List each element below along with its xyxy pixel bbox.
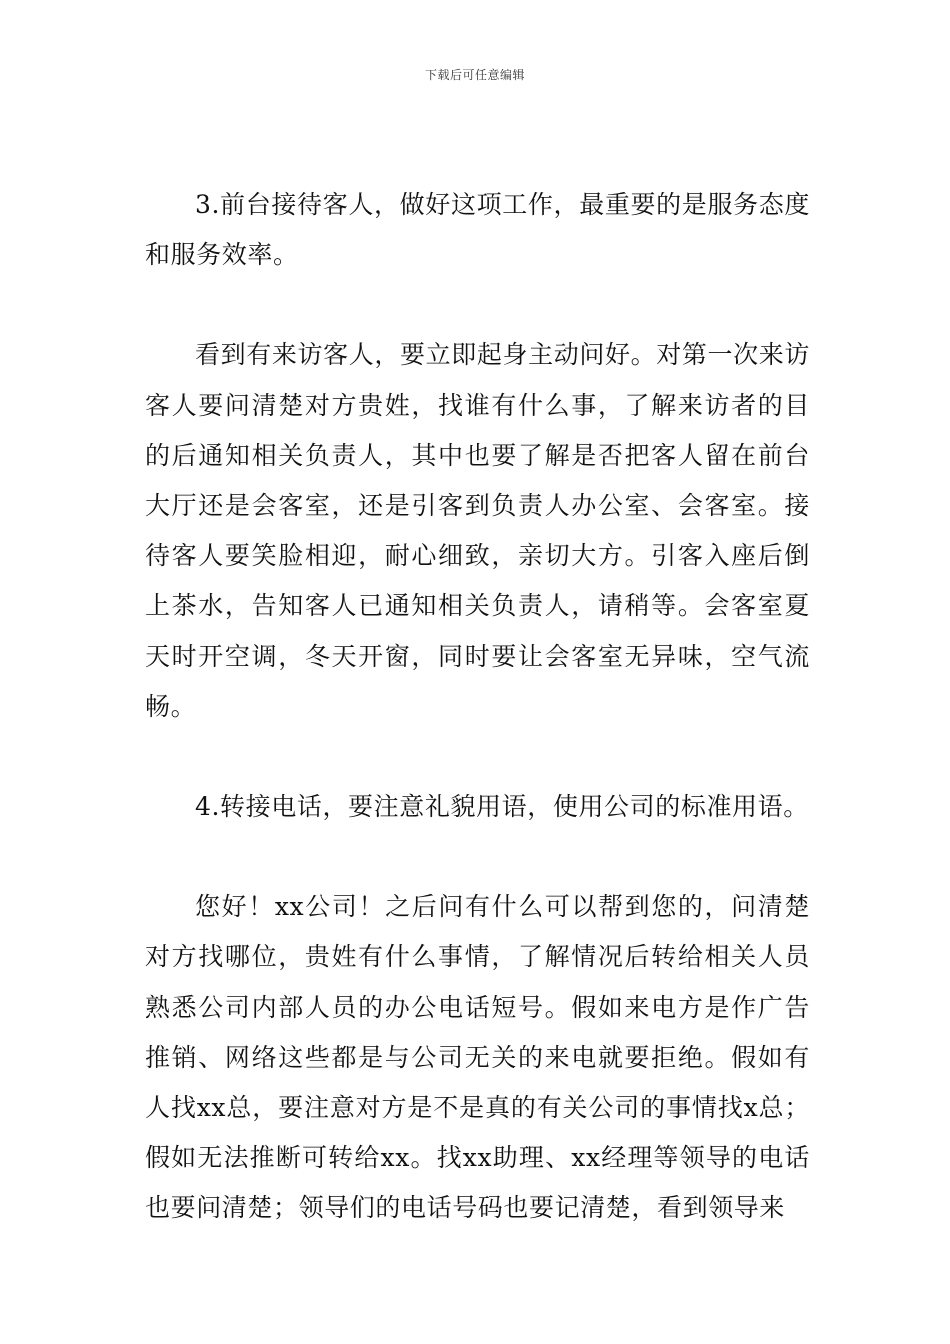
document-body: [145, 180, 810, 1234]
paragraph-reception-heading: 3.前台接待客人，做好这项工作，最重要的是服务态度和服务效率。: [145, 190, 810, 270]
page-header: 下载后可任意编辑: [424, 68, 525, 82]
paragraph-phone-heading: 4.转接电话，要注意礼貌用语，使用公司的标准用语。: [195, 792, 809, 822]
paragraph-visitor-reception: 看到有来访客人，要立即起身主动问好。对第一次来访客人要问清楚对方贵姓，找谁有什么事，了解来访者的目的后通知相关负责人，其中也要了解是否把客人留在前台大厅还是会客室，还是引客到负责人办公室、会客室。接待客人要笑脸相迎，耐心细致，亲切大方。引客入座后倒上茶水，告知客人已通知相关负责人，请稍等。会客室夏天时开空调，冬天开窗，同时要让会客室无异味，空气流畅。: [145, 340, 810, 721]
paragraph-phone-etiquette: 您好！xx公司！之后问有什么可以帮到您的，问清楚对方找哪位，贵姓有什么事情，了解情况后转给相关人员熟悉公司内部人员的办公电话短号。假如来电方是作广告推销、网络这些都是与公司无关的来电就要拒绝。假如有人找xx总，要注意对方是不是真的有关公司的事情找x总；假如无法推断可转给xx。找xx助理、xx经理等领导的电话也要问清楚；领导们的电话号码也要记清楚，看到领导来: [145, 892, 810, 1223]
